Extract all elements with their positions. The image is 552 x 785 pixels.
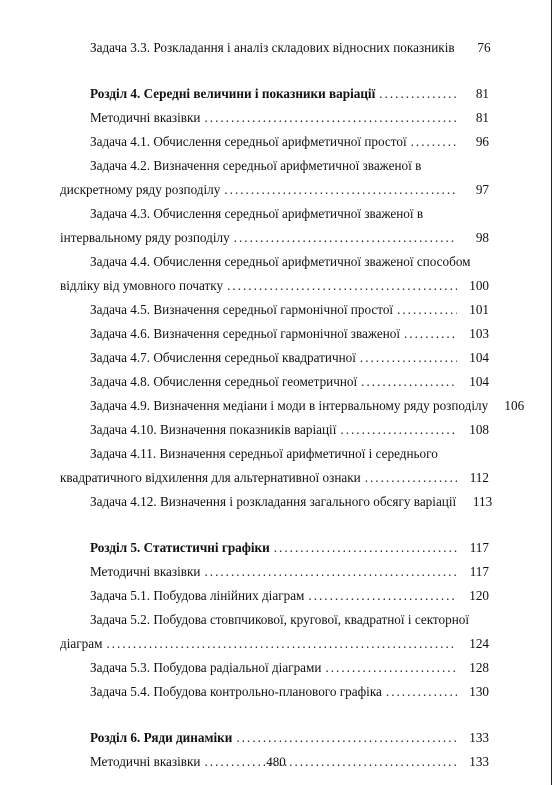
toc-page-number: 101 xyxy=(469,302,489,317)
toc-page-number: 133 xyxy=(469,730,489,745)
toc-page-number: 97 xyxy=(475,182,489,197)
toc-entry[interactable] xyxy=(60,154,489,202)
toc-line xyxy=(60,226,489,250)
toc-entry[interactable] xyxy=(60,490,493,514)
toc-line xyxy=(60,394,525,418)
toc-line xyxy=(60,560,489,584)
section-gap xyxy=(60,514,489,536)
toc-page-number: 98 xyxy=(475,230,489,245)
toc-line xyxy=(60,274,489,298)
toc-entry-title: Задача 4.3. Обчислення середньої арифметичної зваженої в xyxy=(90,206,424,221)
toc-entry[interactable] xyxy=(60,202,489,250)
toc-entry[interactable] xyxy=(60,36,489,60)
toc-section-heading[interactable] xyxy=(60,536,489,560)
toc-line xyxy=(60,680,489,704)
toc-page-number: 103 xyxy=(469,326,489,341)
dot-leader xyxy=(308,584,457,608)
section-gap xyxy=(60,60,489,82)
toc-entry-title: Задача 4.4. Обчислення середньої арифметичної зваженої способом xyxy=(90,254,471,269)
table-of-contents xyxy=(60,36,525,774)
toc-line xyxy=(60,322,489,346)
dot-leader xyxy=(325,656,457,680)
toc-entry[interactable] xyxy=(60,346,489,370)
dot-leader xyxy=(274,536,457,560)
toc-entry-title: квадратичного відхилення для альтернативної ознаки xyxy=(60,470,361,485)
toc-entry[interactable] xyxy=(60,680,489,704)
toc-line xyxy=(60,82,489,106)
toc-section-heading[interactable] xyxy=(60,82,489,106)
toc-entry-title: інтервальному ряду розподілу xyxy=(60,230,230,245)
toc-line xyxy=(60,466,489,490)
toc-line xyxy=(60,130,489,154)
toc-entry[interactable] xyxy=(60,298,489,322)
section-gap xyxy=(60,704,489,726)
toc-page-number: 100 xyxy=(469,278,489,293)
dot-leader xyxy=(224,178,457,202)
toc-entry-title: дискретному ряду розподілу xyxy=(60,182,221,197)
toc-entry[interactable] xyxy=(60,608,489,656)
toc-entry[interactable] xyxy=(60,322,489,346)
toc-entry-title: Задача 4.1. Обчислення середньої арифметичної простої xyxy=(90,134,407,149)
toc-entry[interactable] xyxy=(60,106,489,130)
dot-leader xyxy=(365,466,457,490)
toc-line xyxy=(60,490,493,514)
toc-entry-title: діаграм xyxy=(60,636,103,651)
toc-entry-title: Методичні вказівки xyxy=(90,110,201,125)
toc-entry[interactable] xyxy=(60,442,489,490)
toc-entry-title: Розділ 6. Ряди динаміки xyxy=(90,730,233,745)
toc-entry[interactable] xyxy=(60,656,489,680)
toc-entry-title: Розділ 5. Статистичні графіки xyxy=(90,540,270,555)
toc-line xyxy=(60,178,489,202)
toc-line xyxy=(60,608,489,632)
toc-line xyxy=(60,250,489,274)
toc-line xyxy=(60,656,489,680)
toc-entry-title: Задача 3.3. Розкладання і аналіз складових відносних показників xyxy=(90,40,455,55)
dot-leader xyxy=(340,418,457,442)
toc-entry-title: Задача 5.3. Побудова радіальної діаграми xyxy=(90,660,322,675)
toc-line xyxy=(60,298,489,322)
dot-leader xyxy=(234,226,457,250)
toc-line xyxy=(60,370,489,394)
toc-line xyxy=(60,632,489,656)
toc-page-number: 81 xyxy=(475,110,489,125)
toc-entry-title: Задача 4.7. Обчислення середньої квадратичної xyxy=(90,350,356,365)
dot-leader xyxy=(236,726,457,750)
toc-section-heading[interactable] xyxy=(60,726,489,750)
toc-line xyxy=(60,202,489,226)
toc-page-number: 113 xyxy=(472,494,493,509)
toc-page-number: 124 xyxy=(469,636,489,651)
toc-entry-title: Задача 4.12. Визначення і розкладання загального обсягу варіації xyxy=(90,494,457,509)
toc-entry-title: Задача 5.1. Побудова лінійних діаграм xyxy=(90,588,305,603)
toc-entry[interactable] xyxy=(60,250,489,298)
toc-entry-title: Задача 4.6. Визначення середньої гармонічної зваженої xyxy=(90,326,401,341)
toc-page-number: 120 xyxy=(469,588,489,603)
toc-page-number: 104 xyxy=(469,350,489,365)
toc-entry-title: Методичні вказівки xyxy=(90,754,201,769)
dot-leader xyxy=(360,346,457,370)
dot-leader xyxy=(386,680,457,704)
toc-entry-title: Задача 5.2. Побудова стовпчикової, кругової, квадратної і секторної xyxy=(90,612,470,627)
toc-entry-title: Задача 4.9. Визначення медіани і моди в інтервальному ряду розподілу xyxy=(90,398,489,413)
toc-entry-title: Розділ 4. Середні величини і показники варіації xyxy=(90,86,376,101)
toc-line xyxy=(60,418,489,442)
toc-page-number: 104 xyxy=(469,374,489,389)
toc-page-number: 117 xyxy=(469,540,489,555)
dot-leader xyxy=(379,82,457,106)
toc-page-number: 106 xyxy=(504,398,525,413)
toc-entry[interactable] xyxy=(60,370,489,394)
toc-page-number: 76 xyxy=(477,40,491,55)
toc-line xyxy=(60,536,489,560)
toc-entry-title: Задача 4.5. Визначення середньої гармонічної простої xyxy=(90,302,394,317)
toc-entry-title: Методичні вказівки xyxy=(90,564,201,579)
toc-line xyxy=(60,36,489,60)
toc-line xyxy=(60,726,489,750)
toc-line xyxy=(60,584,489,608)
toc-page-number: 96 xyxy=(475,134,489,149)
toc-page-number: 108 xyxy=(469,422,489,437)
toc-entry[interactable] xyxy=(60,394,525,418)
dot-leader xyxy=(404,322,457,346)
toc-line xyxy=(60,346,489,370)
page-number: 480 xyxy=(266,754,286,769)
toc-entry[interactable] xyxy=(60,584,489,608)
toc-entry[interactable] xyxy=(60,560,489,584)
toc-page-number: 112 xyxy=(469,470,489,485)
toc-line xyxy=(60,154,489,178)
toc-entry-title: Задача 4.11. Визначення середньої арифметичної і середнього xyxy=(90,446,438,461)
toc-page-number: 128 xyxy=(469,660,489,675)
dot-leader xyxy=(397,298,457,322)
dot-leader xyxy=(204,560,457,584)
toc-page-number: 81 xyxy=(475,86,489,101)
toc-page-number: 130 xyxy=(469,684,489,699)
toc-line xyxy=(60,106,489,130)
dot-leader xyxy=(411,130,457,154)
toc-line xyxy=(60,442,489,466)
dot-leader xyxy=(227,274,457,298)
toc-entry[interactable] xyxy=(60,418,489,442)
toc-entry-title: Задача 4.2. Визначення середньої арифметичної зваженої в xyxy=(90,158,422,173)
dot-leader xyxy=(106,632,457,656)
toc-page-number: 117 xyxy=(469,564,489,579)
toc-entry-title: Задача 4.10. Визначення показників варіації xyxy=(90,422,337,437)
toc-entry-title: відліку від умовного початку xyxy=(60,278,224,293)
toc-entry-title: Задача 5.4. Побудова контрольно-планового графіка xyxy=(90,684,382,699)
toc-page-number: 133 xyxy=(469,754,489,769)
toc-entry-title: Задача 4.8. Обчислення середньої геометричної xyxy=(90,374,358,389)
dot-leader xyxy=(361,370,457,394)
dot-leader xyxy=(204,106,457,130)
toc-entry[interactable] xyxy=(60,130,489,154)
